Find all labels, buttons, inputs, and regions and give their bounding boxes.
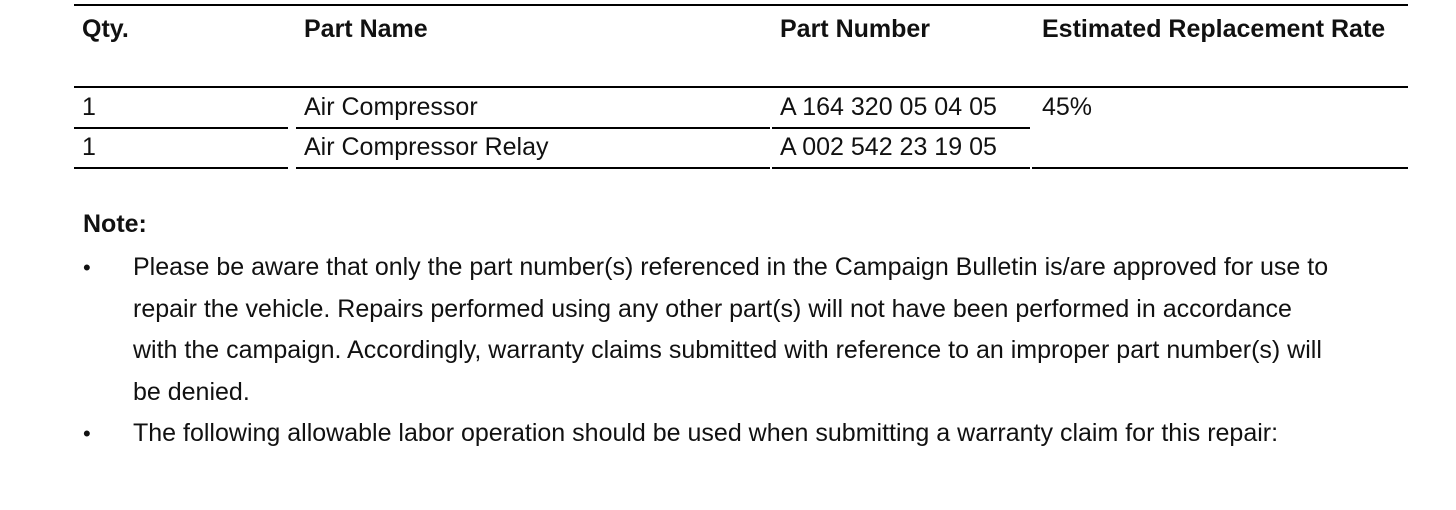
table-header-row [74,6,1408,88]
header-part-number: Part Number [780,15,931,43]
cell-divider [74,167,288,169]
row-qty: 1 [82,133,96,161]
note-bullet-list [83,247,1333,455]
bullet-text: The following allowable labor operation should be used when submitting a warranty claim for this repair: [133,419,1279,447]
bullet-text: Please be aware that only the part number(s) referenced in the Campaign Bulletin is/are approved for use to repair the vehicle. Repairs performed using any other part(s) will not have been performed in accordance with the campaign. Accordingly, warranty claims submitted with reference to an improper part number(s) will be denied. [133,253,1329,406]
table-row [74,88,1408,128]
row-part-name: Air Compressor Relay [304,133,549,161]
row-replacement-rate: 45% [1042,93,1093,121]
list-item [83,413,1333,455]
header-part-name: Part Name [304,15,428,43]
row-qty: 1 [82,93,96,121]
table-row [74,128,1408,168]
row-part-number: A 002 542 23 19 05 [780,133,997,161]
header-qty: Qty. [82,15,129,43]
parts-table [74,4,1408,168]
list-item [83,247,1333,413]
note-title: Note: [83,210,147,238]
cell-divider [1032,167,1408,169]
row-part-name: Air Compressor [304,93,478,121]
header-replacement-rate: Estimated Replacement Rate [1042,15,1386,43]
cell-divider [296,167,770,169]
row-part-number: A 164 320 05 04 05 [780,93,997,121]
bullet-dot-icon: • [83,255,91,280]
cell-divider [772,167,1030,169]
bullet-dot-icon: • [83,421,91,446]
